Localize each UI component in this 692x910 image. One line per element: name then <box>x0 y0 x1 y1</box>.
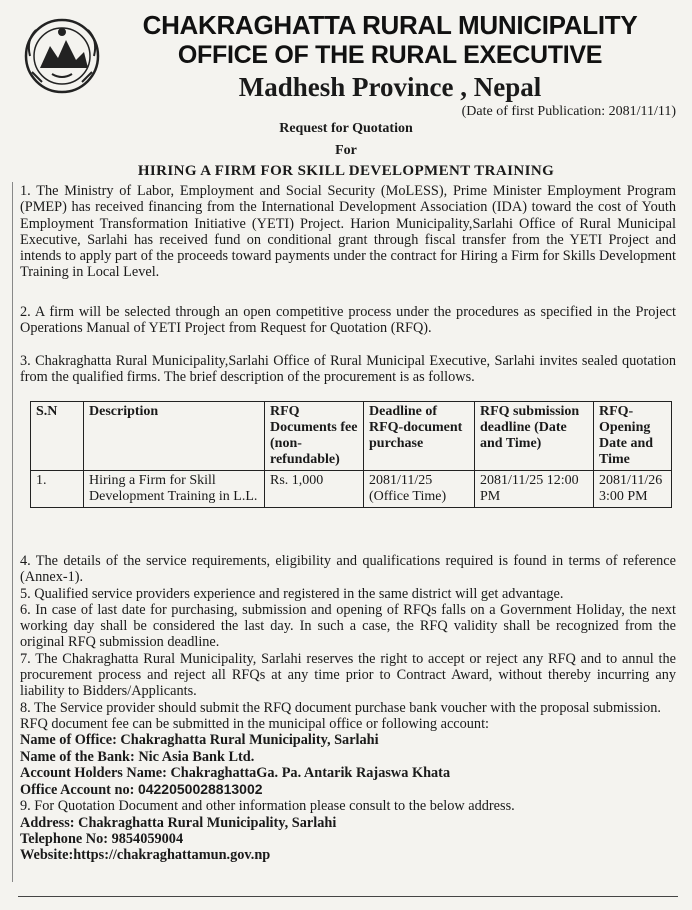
cell-submission: 2081/11/25 12:00 PM <box>475 471 594 508</box>
paragraph-8: 8. The Service provider should submit the RFQ document purchase bank voucher with the proposal submission. <box>20 699 662 716</box>
cell-deadline: 2081/11/25 (Office Time) <box>364 471 475 508</box>
terms-section <box>20 553 676 864</box>
paragraph-4: 4. The details of the service requirements, eligibility and qualifications required is found in terms of reference (Annex-1). <box>20 553 676 586</box>
left-border-line <box>12 182 13 882</box>
paragraph-7: 7. The Chakraghatta Rural Municipality, Sarlahi reserves the right to accept or reject any RFQ and to annul the procurement process and reject all RFQs at any time prior to Contract Award, without thereby incurring any liability to Bidders/Applicants. <box>20 650 676 700</box>
paragraph-3: 3. Chakraghatta Rural Municipality,Sarlahi Office of Rural Municipal Executive, Sarlahi invites sealed quotation from the qualified firms. The brief description of the procurement is as follows. <box>20 353 676 386</box>
cell-opening: 2081/11/26 3:00 PM <box>594 471 672 508</box>
table-header-row <box>31 402 672 471</box>
header-fee: RFQ Documents fee (non-refundable) <box>265 402 364 471</box>
account-number-line <box>20 781 676 798</box>
paragraph-5: 5. Qualified service providers experience and registered in the same district will get advantage. <box>20 585 564 602</box>
header-description: Description <box>84 402 265 471</box>
notice-subject: HIRING A FIRM FOR SKILL DEVELOPMENT TRAINING <box>137 163 555 179</box>
account-bank-name: Name of the Bank: Nic Asia Bank Ltd. <box>20 748 255 765</box>
notice-title: Request for Quotation <box>279 121 413 136</box>
cell-fee: Rs. 1,000 <box>265 471 364 508</box>
paragraph-8-fee: RFQ document fee can be submitted in the municipal office or following account: <box>20 715 490 732</box>
paragraph-2: 2. A firm will be selected through an open competitive process under the procedures as specified in the Project Operations Manual of YETI Project from Request for Quotation (RFQ). <box>20 304 676 337</box>
table-row <box>31 471 672 508</box>
header-submission: RFQ submission deadline (Date and Time) <box>475 402 594 471</box>
publication-date: (Date of first Publication: 2081/11/11) <box>461 104 676 119</box>
account-number: 0422050028813002 <box>137 781 263 798</box>
nepal-emblem-icon <box>22 16 102 96</box>
account-holder-name: Account Holders Name: ChakraghattaGa. Pa. Antarik Rajaswa Khata <box>20 764 451 781</box>
paragraph-1: 1. The Ministry of Labor, Employment and Social Security (MoLESS), Prime Minister Employment Program (PMEP) has received financing from the International Development Association (IDA) toward the cost of Youth Employment Transformation Initiative (YETI) Project. Harion Municipality,Sarlahi Office of Rural Municipal Executive, Sarlahi has received fund on conditional grant through fiscal transfer from the YETI Project and intends to apply part of the proceeds toward payments under the contract for Hiring a Firm for Skills Development Training in Local Level. <box>20 183 676 281</box>
paragraph-6: 6. In case of last date for purchasing, submission and opening of RFQs falls on a Government Holiday, the next working day shall be considered the last day. In such a case, the RFQ validity shall be recognized from the original RFQ submission deadline. <box>20 601 676 651</box>
procurement-table <box>30 401 672 508</box>
contact-telephone: Telephone No: 9854059004 <box>20 831 184 848</box>
office-name: OFFICE OF THE RURAL EXECUTIVE <box>177 41 603 69</box>
bottom-border-line <box>18 896 678 897</box>
header-deadline: Deadline of RFQ-document purchase <box>364 402 475 471</box>
account-number-label: Office Account no: <box>20 782 138 799</box>
header-sn: S.N <box>31 402 84 471</box>
cell-description: Hiring a Firm for Skill Development Training in L.L. <box>84 471 265 508</box>
paragraph-9: 9. For Quotation Document and other information please consult to the below address. <box>20 798 515 815</box>
contact-website: Website:https://chakraghattamun.gov.np <box>20 847 271 864</box>
account-office-name: Name of Office: Chakraghatta Rural Municipality, Sarlahi <box>20 732 379 749</box>
notice-for: For <box>335 143 357 158</box>
contact-address: Address: Chakraghatta Rural Municipality, Sarlahi <box>20 814 337 831</box>
municipality-name: CHAKRAGHATTA RURAL MUNICIPALITY <box>142 10 638 40</box>
cell-sn: 1. <box>31 471 84 508</box>
province-name: Madhesh Province , Nepal <box>238 72 542 102</box>
header-opening: RFQ-Opening Date and Time <box>594 402 672 471</box>
